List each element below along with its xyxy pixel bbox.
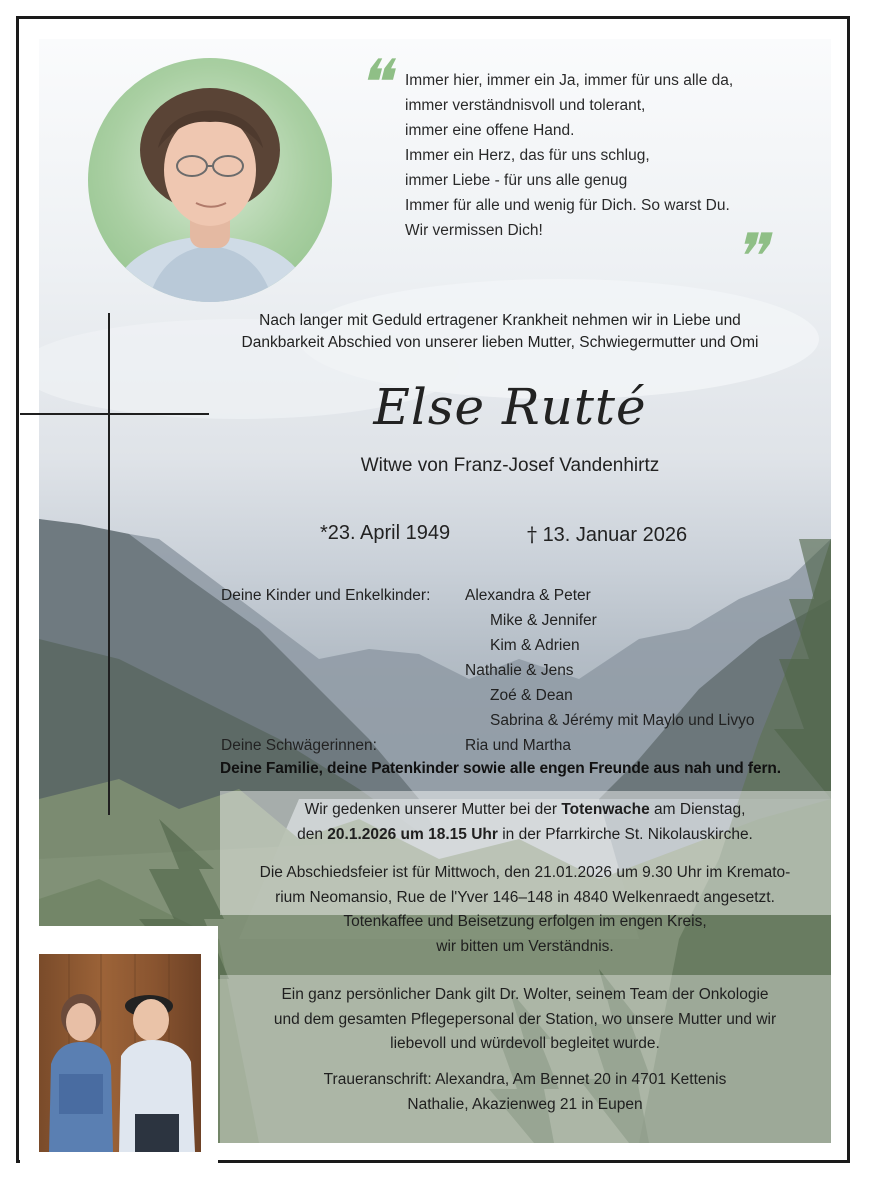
death-date — [527, 522, 687, 547]
wake-text: den — [297, 825, 328, 843]
death-date-value: 13. Januar 2026 — [542, 524, 688, 546]
poem — [405, 68, 785, 243]
wake-line-2 — [220, 823, 830, 848]
funeral-info — [220, 861, 830, 959]
thanks-line: und dem gesamten Pflegepersonal der Station, wo unsere Mutter und wir — [273, 1010, 777, 1028]
address-line: Nathalie, Akazienweg 21 in Eupen — [407, 1095, 643, 1113]
poem-line: Wir vermissen Dich! — [405, 222, 543, 239]
sisters-names: Ria und Martha — [465, 737, 571, 754]
wake-text: Wir gedenken unserer Mutter bei der — [304, 801, 562, 818]
funeral-line: wir bitten um Verständnis. — [436, 937, 614, 955]
children-label: Deine Kinder und Enkelkinder: — [221, 587, 431, 604]
opening-quote-icon: ❝ — [356, 47, 391, 121]
mourning-address — [220, 1068, 830, 1117]
birth-date: *23. April 1949 — [320, 522, 451, 544]
address-line: Traueranschrift: Alexandra, Am Bennet 20 in 4701 Kettenis — [323, 1071, 727, 1088]
cross-horizontal-bar — [20, 413, 209, 415]
child-entry: Alexandra & Peter — [465, 587, 591, 604]
poem-line: immer Liebe - für uns alle genug — [405, 172, 628, 189]
intro-text — [200, 310, 800, 354]
intro-line: Nach langer mit Geduld ertragener Krankheit nehmen wir in Liebe und — [259, 312, 741, 329]
closing-quote-icon: ❞ — [732, 221, 767, 295]
wake-info — [220, 798, 830, 847]
poem-line: immer verständnisvoll und tolerant, — [405, 97, 646, 114]
wake-line-1 — [220, 798, 830, 823]
thanks-line: liebevoll und würdevoll begleitet wurde. — [390, 1035, 660, 1052]
thanks-info — [220, 983, 830, 1057]
widow-of: Witwe von Franz-Josef Vandenhirtz — [360, 455, 660, 476]
wake-highlight: Totenwache — [561, 801, 650, 818]
funeral-line: rium Neomansio, Rue de l'Yver 146–148 in 4840 Welkenraedt angesetzt. — [275, 888, 775, 906]
grandchild-entry: Kim & Adrien — [490, 637, 580, 654]
poem-line: Immer ein Herz, das für uns schlug, — [405, 147, 650, 164]
funeral-line: Die Abschiedsfeier ist für Mittwoch, den 21.01.2026 um 9.30 Uhr im Kremato- — [259, 864, 791, 881]
poem-line: Immer hier, immer ein Ja, immer für uns alle da, — [405, 72, 734, 89]
portrait-photo — [88, 58, 332, 302]
grandchild-entry: Zoé & Dean — [490, 687, 573, 704]
deceased-name: Else Rutté — [373, 378, 647, 436]
wake-text: in der Pfarrkirche St. Nikolauskirche. — [497, 825, 753, 843]
family-closing: Deine Familie, deine Patenkinder sowie alle engen Freunde aus nah und fern. — [220, 760, 781, 777]
poem-line: immer eine offene Hand. — [405, 122, 575, 139]
grandchild-entry: Mike & Jennifer — [490, 612, 597, 629]
poem-line: Immer für alle und wenig für Dich. So warst Du. — [405, 197, 730, 214]
wake-date-highlight: 20.1.2026 um 18.15 Uhr — [327, 825, 498, 843]
child-entry: Nathalie & Jens — [465, 662, 574, 679]
funeral-line: Totenkaffee und Beisetzung erfolgen im engen Kreis, — [343, 913, 707, 930]
sisters-label: Deine Schwägerinnen: — [221, 737, 377, 754]
intro-line: Dankbarkeit Abschied von unserer lieben Mutter, Schwiegermutter und Omi — [241, 334, 759, 351]
dagger-icon: † — [527, 522, 537, 546]
cross-vertical-bar — [108, 313, 110, 815]
couple-photo — [39, 946, 209, 1152]
grandchild-entry: Sabrina & Jérémy mit Maylo und Livyo — [490, 712, 755, 729]
thanks-line: Ein ganz persönlicher Dank gilt Dr. Wolter, seinem Team der Onkologie — [281, 986, 769, 1003]
wake-text: am Dienstag, — [649, 801, 746, 818]
